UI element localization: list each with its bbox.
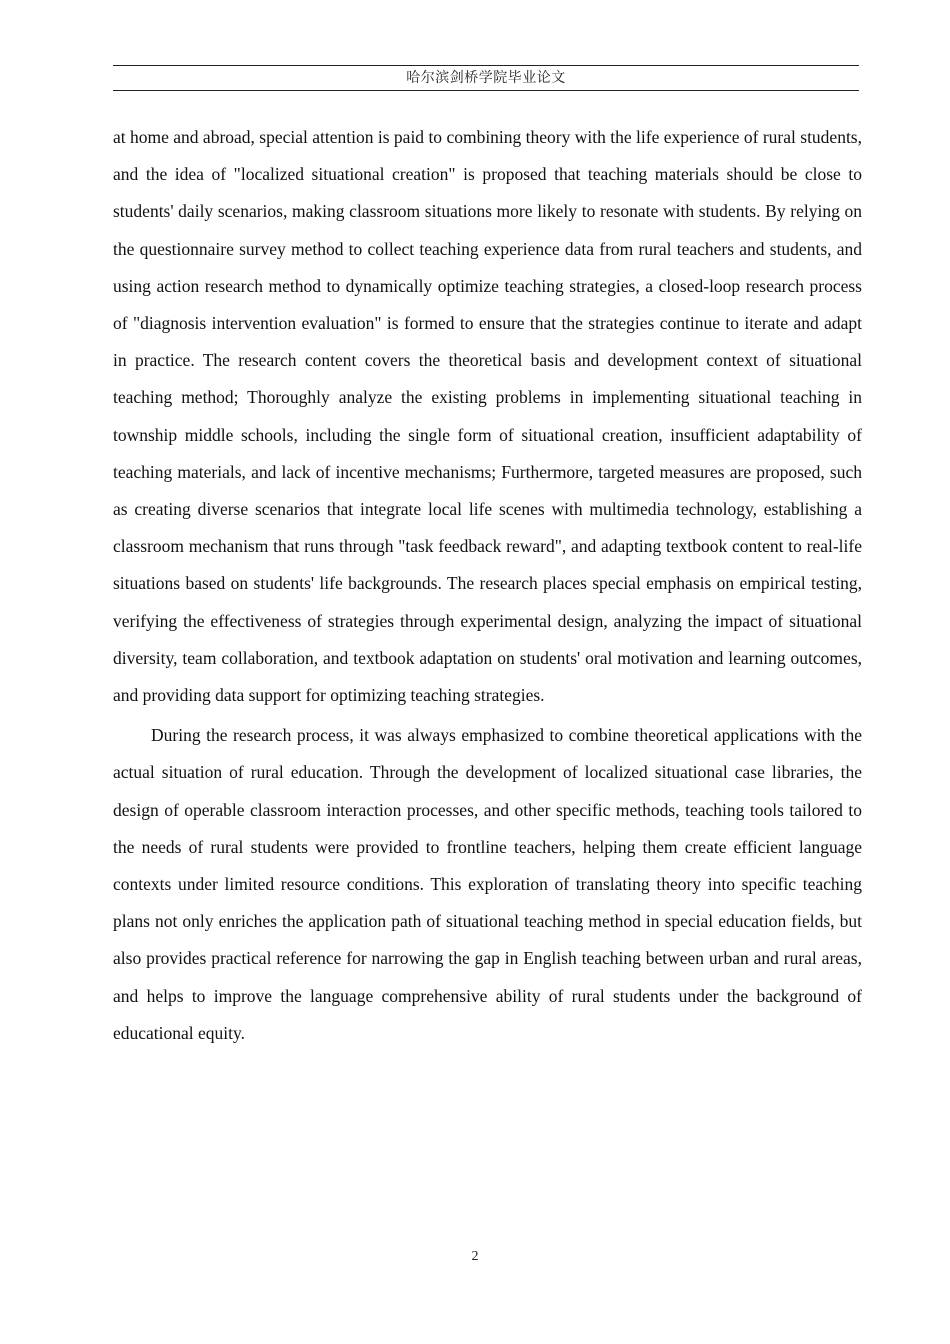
header-top-rule [113,65,859,66]
paragraph: During the research process, it was always emphasized to combine theoretical applications with the actual situation of rural education. Through the development of localized situational case libraries, the design of operable classroom interaction processes, and other specific methods, teaching tools tailored to the needs of rural students were provided to frontline teachers, helping them create efficient language contexts under limited resource conditions. This exploration of translating theory into specific teaching plans not only enriches the application path of situational teaching method in special education fields, but also provides practical reference for narrowing the gap in English teaching between urban and rural areas, and helps to improve the language comprehensive ability of rural students under the background of educational equity. [113,725,862,1043]
body-text [113,119,862,1052]
page-number: 2 [471,1249,479,1264]
running-header: 哈尔滨剑桥学院毕业论文 [406,70,566,86]
header-bottom-rule [113,90,859,91]
paragraph-continued: at home and abroad, special attention is paid to combining theory with the life experience of rural students, and the idea of "localized situational creation" is proposed that teaching materials should be close to students' daily scenarios, making classroom situations more likely to resonate with students. By relying on the questionnaire survey method to collect teaching experience data from rural teachers and students, and using action research method to dynamically optimize teaching strategies, a closed-loop research process of "diagnosis intervention evaluation" is formed to ensure that the strategies continue to iterate and adapt in practice. The research content covers the theoretical basis and development context of situational teaching method; Thoroughly analyze the existing problems in implementing situational teaching in township middle schools, including the single form of situational creation, insufficient adaptability of teaching materials, and lack of incentive mechanisms; Furthermore, targeted measures are proposed, such as creating diverse scenarios that integrate local life scenes with multimedia technology, establishing a classroom mechanism that runs through "task feedback reward", and adapting textbook content to real-life situations based on students' life backgrounds. The research places special emphasis on empirical testing, verifying the effectiveness of strategies through experimental design, analyzing the impact of situational diversity, team collaboration, and textbook adaptation on students' oral motivation and learning outcomes, and providing data support for optimizing teaching strategies. [113,127,862,706]
